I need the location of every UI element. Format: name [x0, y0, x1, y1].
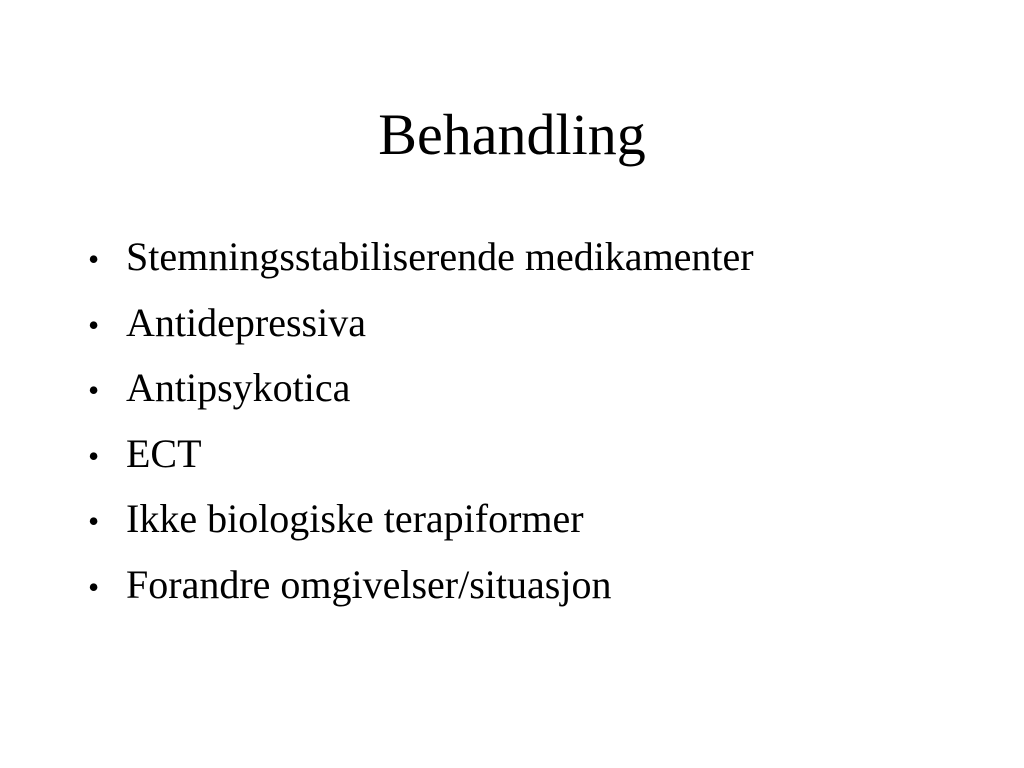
list-item [82, 224, 754, 290]
bullet-text: Antipsykotica [126, 365, 351, 410]
bullet-icon: • [88, 241, 100, 277]
bullet-text: Forandre omgivelser/situasjon [126, 561, 612, 607]
bullet-text: Stemningsstabiliserende medikamenter [126, 234, 754, 279]
list-item [82, 421, 754, 487]
bullet-text: ECT [126, 430, 202, 476]
bullet-icon: • [88, 568, 100, 605]
bullet-icon: • [88, 306, 100, 343]
list-item [82, 552, 754, 618]
bullet-text: Antidepressiva [126, 299, 366, 345]
bullet-icon: • [88, 437, 100, 474]
slide-title: Behandling [378, 102, 646, 167]
bullet-icon: • [88, 503, 100, 539]
list-item [82, 486, 754, 552]
bullet-icon: • [88, 372, 100, 408]
bullet-text: Ikke biologiske terapiformer [126, 496, 584, 541]
bullet-list [82, 224, 754, 617]
list-item [82, 355, 754, 421]
list-item [82, 290, 754, 356]
